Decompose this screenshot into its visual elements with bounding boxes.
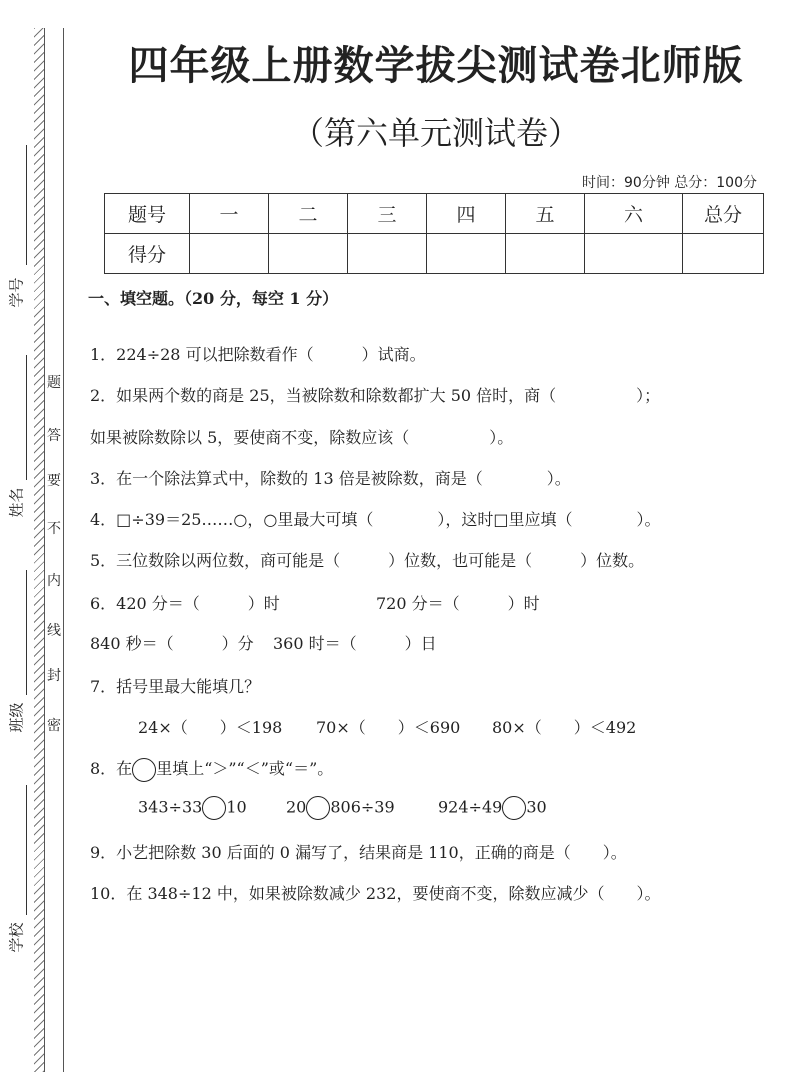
table-cell: 总分	[683, 194, 764, 234]
question-6b: 720 分＝（ ）时	[376, 594, 540, 613]
question-7: 7．括号里最大能填几？	[90, 677, 261, 696]
question-7b: 70×（ ）＜690	[316, 718, 461, 737]
seal-char: 题	[47, 375, 61, 391]
score-cell[interactable]	[269, 234, 348, 274]
question-2a: 2．如果两个数的商是 25，当被除数和除数都扩大 50 倍时，商（ ）；	[90, 386, 661, 405]
question-1: 1．224÷28 可以把除数看作（ ）试商。	[90, 345, 426, 364]
comparison-circle-icon[interactable]	[502, 796, 526, 820]
table-cell: 三	[348, 194, 427, 234]
score-cell[interactable]	[348, 234, 427, 274]
name-label: 姓名	[7, 487, 26, 518]
time-info: 时间：90分钟 总分：100分	[582, 175, 757, 191]
comparison-circle-icon[interactable]	[132, 758, 156, 782]
seal-char: 要	[47, 473, 61, 489]
score-table-score-row	[105, 234, 764, 274]
table-cell: 二	[269, 194, 348, 234]
question-7a: 24×（ ）＜198	[138, 718, 283, 737]
question-8a	[138, 796, 247, 820]
table-cell: 得分	[105, 234, 190, 274]
binding-rule-outer	[63, 28, 64, 1072]
section-heading: 一、填空题。（20 分，每空 1 分）	[88, 289, 339, 308]
name-line	[26, 355, 27, 480]
seal-char: 密	[47, 718, 61, 734]
question-8c-left: 924÷49	[438, 797, 503, 817]
score-cell[interactable]	[585, 234, 683, 274]
question-3: 3．在一个除法算式中，除数的 13 倍是被除数，商是（ ）。	[90, 469, 571, 488]
seal-char: 答	[47, 428, 61, 444]
question-8c-right: 30	[526, 797, 547, 817]
table-cell: 五	[506, 194, 585, 234]
school-label: 学校	[7, 922, 26, 953]
class-label: 班级	[7, 702, 26, 733]
question-8a-right: 10	[226, 797, 247, 817]
binding-strip	[0, 0, 78, 1072]
comparison-circle-icon[interactable]	[202, 796, 226, 820]
question-4: 4．□÷39＝25……○，○里最大可填（ ），这时□里应填（ ）。	[90, 510, 661, 529]
question-8-suffix: 里填上“＞”“＜”或“＝”。	[156, 759, 334, 778]
question-6d: 360 时＝（ ）日	[273, 634, 437, 653]
question-8b	[286, 796, 395, 820]
seal-char: 内	[47, 573, 61, 589]
table-cell: 四	[427, 194, 506, 234]
score-cell[interactable]	[190, 234, 269, 274]
page-subtitle: （第六单元测试卷）	[291, 114, 580, 152]
student-id-line	[26, 145, 27, 265]
question-7c: 80×（ ）＜492	[492, 718, 637, 737]
score-table-header-row	[105, 194, 764, 234]
table-cell: 题号	[105, 194, 190, 234]
school-line	[26, 785, 27, 915]
class-line	[26, 570, 27, 695]
question-9: 9．小艺把除数 30 后面的 0 漏写了，结果商是 110，正确的商是（ ）。	[90, 843, 627, 862]
student-id-label: 学号	[7, 277, 26, 308]
table-cell: 六	[585, 194, 683, 234]
binding-hatch	[34, 28, 44, 1072]
question-2b: 如果被除数除以 5，要使商不变，除数应该（ ）。	[90, 428, 514, 447]
page-title: 四年级上册数学拔尖测试卷北师版	[128, 43, 744, 89]
seal-char: 不	[47, 521, 61, 537]
seal-char: 线	[47, 623, 61, 639]
score-cell[interactable]	[427, 234, 506, 274]
question-8b-right: 806÷39	[330, 797, 395, 817]
question-8a-left: 343÷33	[138, 797, 203, 817]
question-8	[90, 756, 333, 782]
question-6c: 840 秒＝（ ）分	[90, 634, 254, 653]
question-5: 5．三位数除以两位数，商可能是（ ）位数，也可能是（ ）位数。	[90, 551, 645, 570]
question-10: 10．在 348÷12 中，如果被除数减少 232，要使商不变，除数应减少（ ）。	[90, 884, 661, 903]
score-cell[interactable]	[683, 234, 764, 274]
score-cell[interactable]	[506, 234, 585, 274]
table-cell: 一	[190, 194, 269, 234]
seal-char: 封	[47, 668, 61, 684]
question-6a: 6．420 分＝（ ）时	[90, 594, 280, 613]
question-8b-left: 20	[286, 797, 307, 817]
question-8-prefix: 8．在	[90, 759, 133, 778]
score-table	[104, 193, 764, 274]
binding-rule	[44, 28, 45, 1072]
comparison-circle-icon[interactable]	[306, 796, 330, 820]
question-8c	[438, 796, 547, 820]
